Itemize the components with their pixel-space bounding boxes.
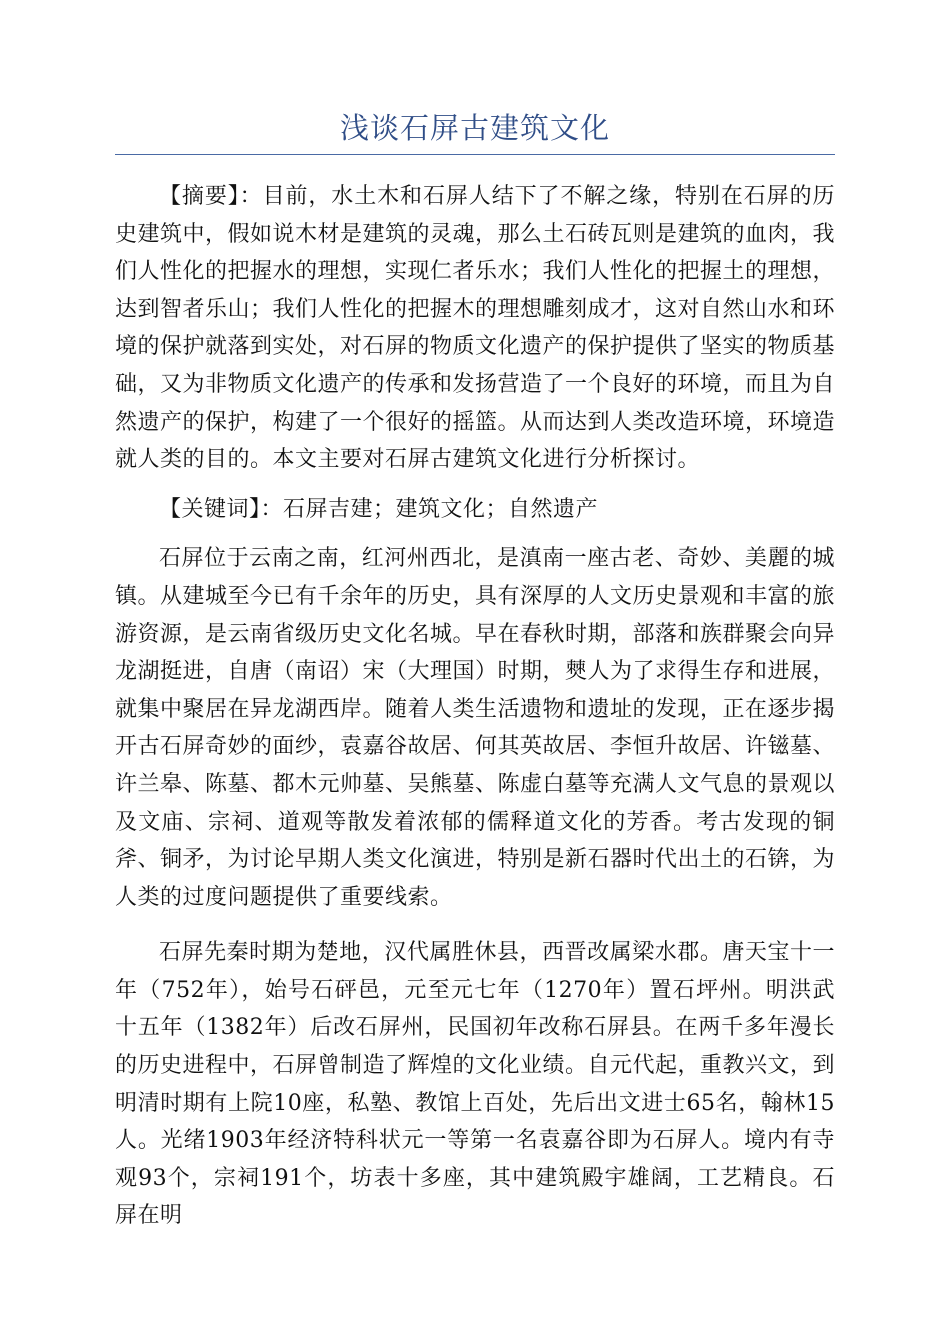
document-body [115,178,835,1235]
document-title: 浅谈石屏古建筑文化 [339,111,610,145]
keywords-paragraph: 【关键词】：石屏吉建；建筑文化；自然遗产 [159,496,599,522]
body-paragraph-1: 石屏位于云南之南，红河州西北，是滇南一座古老、奇妙、美麗的城镇。从建城至今已有千余年的历史，具有深厚的人文历史景观和丰富的旅游资源，是云南省级历史文化名城。早在春秋时期，部落和族群聚会向异龙湖挺进，自唐（南诏）宋（大理国）时期，僰人为了求得生存和进展，就集中聚居在异龙湖西岸。随着人类生活遗物和遗址的发现，正在逐步揭开古石屏奇妙的面纱，袁嘉谷故居、何其英故居、李恒升故居、许镃墓、许兰皋、陈墓、都木元帅墓、吴熊墓、陈虚白墓等充满人文气息的景观以及文庙、宗祠、道观等散发着浓郁的儒释道文化的芳香。考古发现的铜斧、铜矛，为讨论早期人类文化演进，特别是新石器时代出土的石锛，为人类的过度问题提供了重要线索。 [115,546,836,910]
abstract-paragraph: 【摘要】：目前，水土木和石屏人结下了不解之缘，特别在石屏的历史建筑中，假如说木材是建筑的灵魂，那么土石砖瓦则是建筑的血肉，我们人性化的把握水的理想，实现仁者乐水；我们人性化的把握土的理想，达到智者乐山；我们人性化的把握木的理想雕刻成才，这对自然山水和环境的保护就落到实处，对石屏的物质文化遗产的保护提供了坚实的物质基础，又为非物质文化遗产的传承和发扬营造了一个良好的环境，而且为自然遗产的保护，构建了一个很好的摇篮。从而达到人类改造环境，环境造就人类的目的。本文主要对石屏古建筑文化进行分析探讨。 [115,184,836,473]
body-paragraph-2: 石屏先秦时期为楚地，汉代属胜休县，西晋改属梁水郡。唐天宝十一年（752年），始号石砰邑，元至元七年（1270年）置石坪州。明洪武十五年（1382年）后改石屏州，民国初年改称石屏县。在两千多年漫长的历史进程中，石屏曾制造了辉煌的文化业绩。自元代起，重教兴文，到明清时期有上院10座，私塾、教馆上百处，先后出文进士65名，翰林15人。光绪1903年经济特科状元一等第一名袁嘉谷即为石屏人。境内有寺观93个，宗祠191个，坊表十多座，其中建筑殿宇雄阔，工艺精良。石屏在明 [115,940,836,1229]
title-underline [115,154,835,155]
